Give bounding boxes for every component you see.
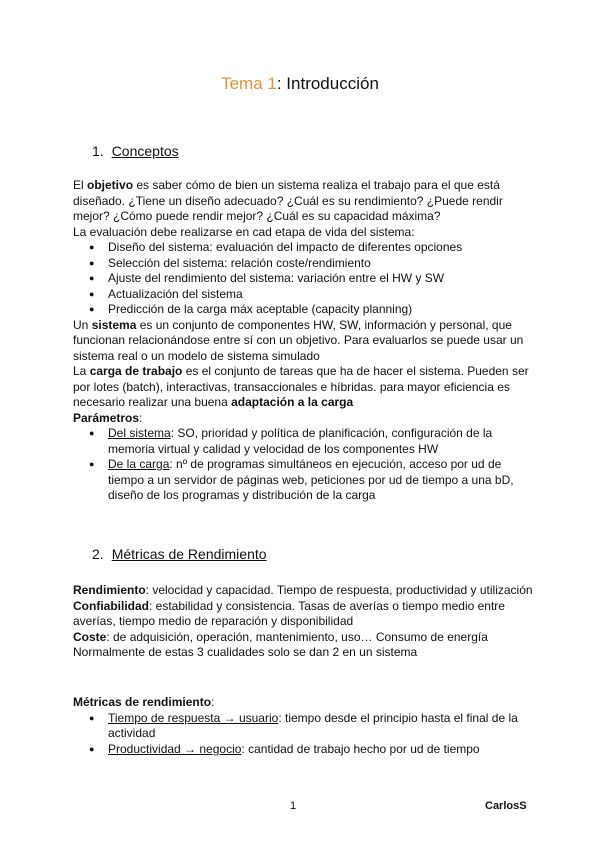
term-rendimiento: Rendimiento: [73, 583, 146, 597]
term-sistema: sistema: [91, 317, 137, 332]
paragraph-parametros: [73, 411, 533, 427]
list-item: ● Predicción de la carga máx aceptable (capacity planning): [73, 302, 533, 318]
term-tiempo-respuesta: Tiempo de respuesta → usuario: [108, 710, 279, 725]
section-body-conceptos: [73, 178, 533, 504]
list-item: [73, 457, 533, 504]
paragraph-carga: [73, 364, 533, 411]
metrics-list: [73, 711, 533, 758]
list-item: ● Actualización del sistema: [73, 287, 533, 303]
section-body-metricas: [73, 583, 533, 661]
text: El: [73, 178, 88, 192]
title-accent: Tema 1: [221, 74, 277, 93]
term-coste: Coste: [73, 629, 107, 644]
text: Un: [73, 317, 92, 332]
term-metricas: Métricas de rendimiento: [73, 695, 212, 709]
term-carga: carga de trabajo: [89, 364, 183, 378]
definition-item: [73, 599, 533, 630]
section-heading-conceptos: [92, 143, 179, 160]
definition-item: [73, 630, 533, 646]
section-title: Conceptos: [111, 143, 179, 159]
text: : estabilidad y consistencia. Tasas de averías o tiempo medio entre averías, tiempo medio de reparación y disponibilidad: [73, 598, 505, 628]
list-item: ● Diseño del sistema: evaluación del impacto de diferentes opciones: [73, 240, 533, 256]
term-de-la-carga: De la carga: [108, 457, 170, 471]
section-number: 1.: [92, 143, 104, 159]
text: : cantidad de trabajo hecho por ud de tiempo: [241, 741, 480, 756]
paragraph-objetivo: [73, 178, 533, 225]
term-confiabilidad: Confiabilidad: [73, 598, 149, 613]
text: es saber cómo de bien un sistema realiza el trabajo para el que está diseñado. ¿Tiene un diseño adecuado? ¿Cuál es su rendimiento? ¿Puede rendir mejor? ¿Cómo puede rendir mejor? ¿Cuál es su capacidad máxima?: [73, 178, 503, 223]
page-number: 1: [290, 800, 297, 812]
author-name: CarlosS: [485, 800, 527, 812]
stages-list: [73, 240, 533, 318]
document-title: [0, 74, 600, 94]
section-heading-metricas: [92, 546, 267, 563]
list-item: [73, 711, 533, 742]
section-number: 2.: [92, 546, 104, 562]
text: La: [73, 364, 90, 378]
list-item: [73, 742, 533, 758]
term-productividad: Productividad → negocio: [108, 741, 242, 756]
paragraph-sistema: [73, 318, 533, 365]
text: es el conjunto de tareas que ha de hacer el sistema. Pueden ser por lotes (batch), interactivas, transaccionales e híbridas. para mayor eficiencia es necesario realizar una buena: [73, 364, 529, 409]
text: : tiempo desde el principio hasta el final de la actividad: [108, 710, 518, 740]
text: :: [211, 695, 215, 709]
section-title: Métricas de Rendimiento: [111, 546, 267, 562]
title-rest: : Introducción: [276, 74, 379, 93]
text: :: [139, 410, 143, 425]
list-item: [73, 426, 533, 457]
paragraph-note: Normalmente de estas 3 cualidades solo se dan 2 en un sistema: [73, 645, 418, 659]
list-item: ● Selección del sistema: relación coste/rendimiento: [73, 256, 533, 272]
metricas-list-block: [73, 695, 533, 757]
text: es un conjunto de componentes HW, SW, información y personal, que funcionan relacionándose entre sí con un objetivo. Para evaluarlos se puede usar un sistema real o un modelo de sistema simulado: [73, 317, 524, 363]
paragraph-evaluacion: La evaluación debe realizarse en cad etapa de vida del sistema:: [73, 224, 415, 239]
term-adaptacion: adaptación a la carga: [231, 395, 354, 409]
text: : SO, prioridad y política de planificación, configuración de la memoria virtual y calidad y velocidad de los componentes HW: [108, 426, 493, 456]
term-objetivo: objetivo: [87, 178, 134, 192]
paragraph-metricas: [73, 695, 533, 711]
text: : velocidad y capacidad. Tiempo de respuesta, productividad y utilización: [145, 583, 533, 597]
text: : nº de programas simultáneos en ejecución, acceso por ud de tiempo a un servidor de páginas web, peticiones por ud de tiempo a una bD, diseño de los programas y distribución de la carga: [108, 457, 514, 502]
definition-item: [73, 583, 533, 599]
params-list: [73, 426, 533, 504]
term-del-sistema: Del sistema: [108, 426, 171, 440]
list-item: ● Ajuste del rendimiento del sistema: variación entre el HW y SW: [73, 271, 533, 287]
term-parametros: Parámetros: [73, 410, 140, 425]
text: : de adquisición, operación, mantenimiento, uso… Consumo de energía: [106, 629, 488, 644]
